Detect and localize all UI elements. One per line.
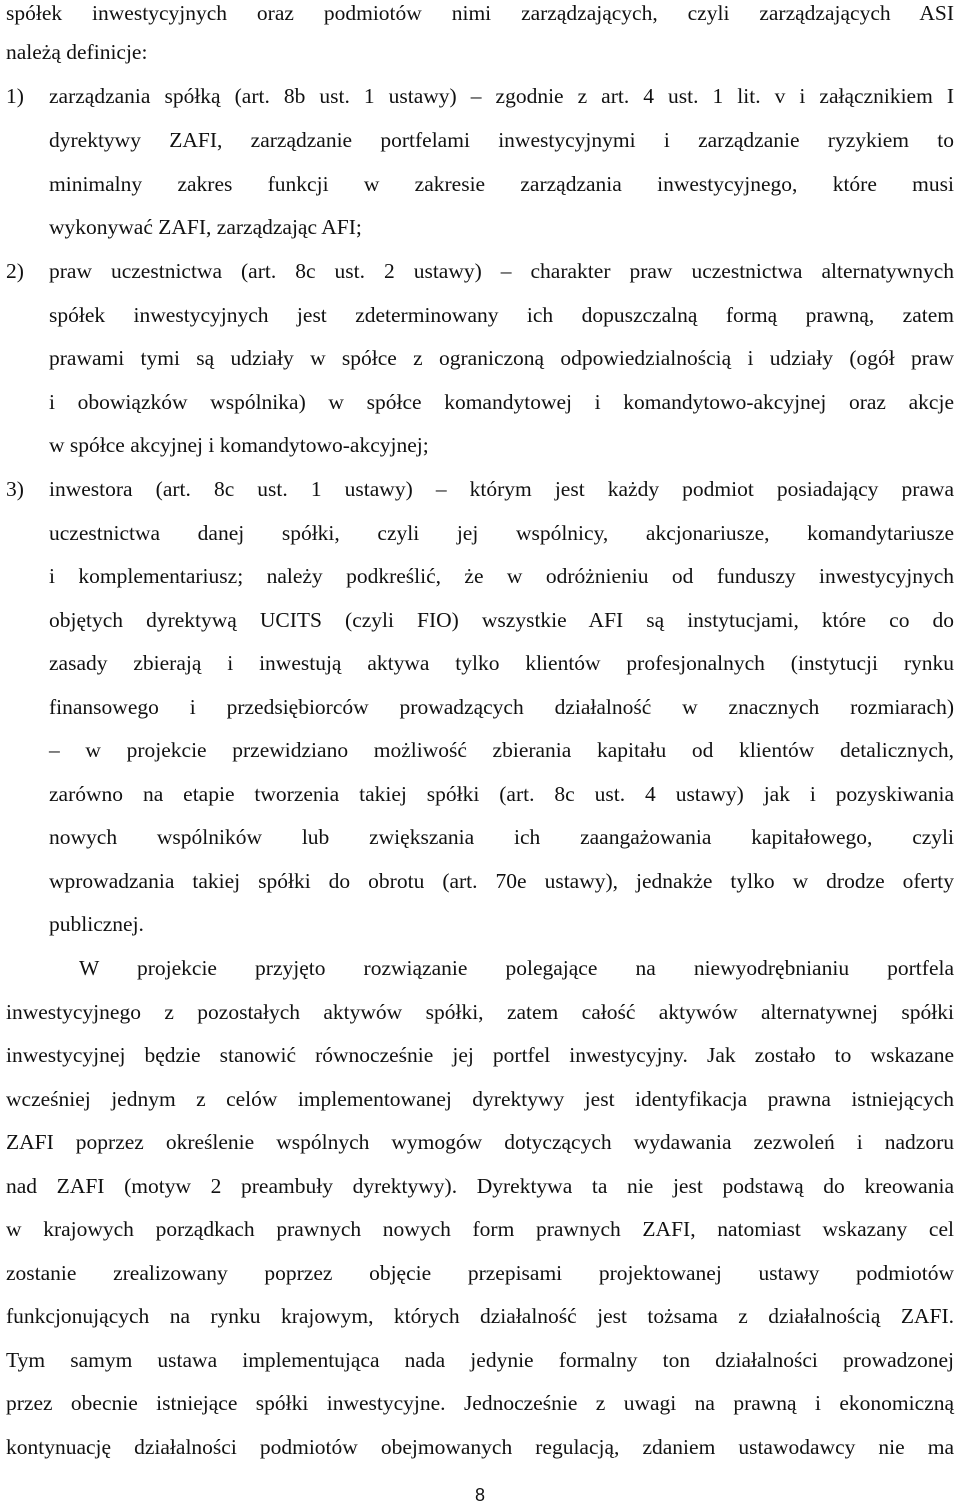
list-item-1-line-3: minimalny zakres funkcji w zakresie zarządzania inwestycyjnego, które musi: [49, 172, 954, 196]
list-item-3-line-5: zasady zbierają i inwestują aktywa tylko klientów profesjonalnych (instytucji rynku: [49, 651, 954, 675]
list-item-3-line-6: finansowego i przedsiębiorców prowadzących działalność w znacznych rozmiarach): [49, 695, 954, 719]
page-number: 8: [474, 1485, 485, 1505]
paragraph-line-2: inwestycyjnego z pozostałych aktywów spółki, zatem całość aktywów alternatywnej spółki: [6, 1000, 954, 1024]
list-item-3-line-11: publicznej.: [49, 912, 144, 936]
paragraph-line-6: nad ZAFI (motyw 2 preambuły dyrektywy). Dyrektywa ta nie jest podstawą do kreowania: [6, 1174, 954, 1198]
list-item-3-line-7: – w projekcie przewidziano możliwość zbierania kapitału od klientów detalicznych,: [49, 738, 954, 762]
paragraph-line-11: przez obecnie istniejące spółki inwestycyjne. Jednocześnie z uwagi na prawną i ekonomiczną: [6, 1391, 954, 1415]
list-item-3-line-4: objętych dyrektywą UCITS (czyli FIO) wszystkie AFI są instytucjami, które co do: [49, 608, 954, 632]
list-item-3-line-1: inwestora (art. 8c ust. 1 ustawy) – którym jest każdy podmiot posiadający prawa: [49, 477, 954, 501]
list-item-3-line-8: zarówno na etapie tworzenia takiej spółki (art. 8c ust. 4 ustawy) jak i pozyskiwania: [49, 782, 954, 806]
list-item-2-line-4: i obowiązków wspólnika) w spółce komandytowej i komandytowo-akcyjnej oraz akcje: [49, 390, 954, 414]
list-item-2-line-1: praw uczestnictwa (art. 8c ust. 2 ustawy) – charakter praw uczestnictwa alternatywnych: [49, 259, 954, 283]
paragraph-line-4: wcześniej jednym z celów implementowanej dyrektywy jest identyfikacja prawna istniejących: [6, 1087, 954, 1111]
intro-line-1: spółek inwestycyjnych oraz podmiotów nimi zarządzających, czyli zarządzających ASI: [6, 1, 954, 25]
list-item-3-line-10: wprowadzania takiej spółki do obrotu (art. 70e ustawy), jednakże tylko w drodze oferty: [49, 869, 954, 893]
list-item-1-line-4: wykonywać ZAFI, zarządzając AFI;: [49, 215, 362, 239]
list-item-number-2: 2): [6, 259, 24, 283]
paragraph-line-7: w krajowych porządkach prawnych nowych form prawnych ZAFI, natomiast wskazany cel: [6, 1217, 954, 1241]
list-item-2-line-5: w spółce akcyjnej i komandytowo-akcyjnej;: [49, 433, 429, 457]
paragraph-line-9: funkcjonujących na rynku krajowym, których działalność jest tożsama z działalnością ZAFI.: [6, 1304, 954, 1328]
paragraph-line-3: inwestycyjnej będzie stanowić równocześnie jej portfel inwestycyjny. Jak zostało to wskazane: [6, 1043, 954, 1067]
list-item-3-line-2: uczestnictwa danej spółki, czyli jej wspólnicy, akcjonariusze, komandytariusze: [49, 521, 954, 545]
paragraph-line-8: zostanie zrealizowany poprzez objęcie przepisami projektowanej ustawy podmiotów: [6, 1261, 954, 1285]
paragraph-line-12: kontynuację działalności podmiotów obejmowanych regulacją, zdaniem ustawodawcy nie ma: [6, 1435, 954, 1459]
intro-line-2: należą definicje:: [6, 40, 148, 64]
paragraph-line-5: ZAFI poprzez określenie wspólnych wymogów dotyczących wydawania zezwoleń i nadzoru: [6, 1130, 954, 1154]
list-item-3-line-3: i komplementariusz; należy podkreślić, że w odróżnieniu od funduszy inwestycyjnych: [49, 564, 954, 588]
paragraph-line-1: W projekcie przyjęto rozwiązanie polegające na niewyodrębnianiu portfela: [79, 956, 954, 980]
list-item-number-1: 1): [6, 84, 24, 108]
list-item-number-3: 3): [6, 477, 24, 501]
paragraph-line-10: Tym samym ustawa implementująca nada jedynie formalny ton działalności prowadzonej: [6, 1348, 954, 1372]
list-item-2-line-3: prawami tymi są udziały w spółce z ograniczoną odpowiedzialnością i udziały (ogół praw: [49, 346, 954, 370]
list-item-3-line-9: nowych wspólników lub zwiększania ich zaangażowania kapitałowego, czyli: [49, 825, 954, 849]
list-item-1-line-1: zarządzania spółką (art. 8b ust. 1 ustawy) – zgodnie z art. 4 ust. 1 lit. v i załącznikiem I: [49, 84, 954, 108]
list-item-1-line-2: dyrektywy ZAFI, zarządzanie portfelami inwestycyjnymi i zarządzanie ryzykiem to: [49, 128, 954, 152]
list-item-2-line-2: spółek inwestycyjnych jest zdeterminowany ich dopuszczalną formą prawną, zatem: [49, 303, 954, 327]
